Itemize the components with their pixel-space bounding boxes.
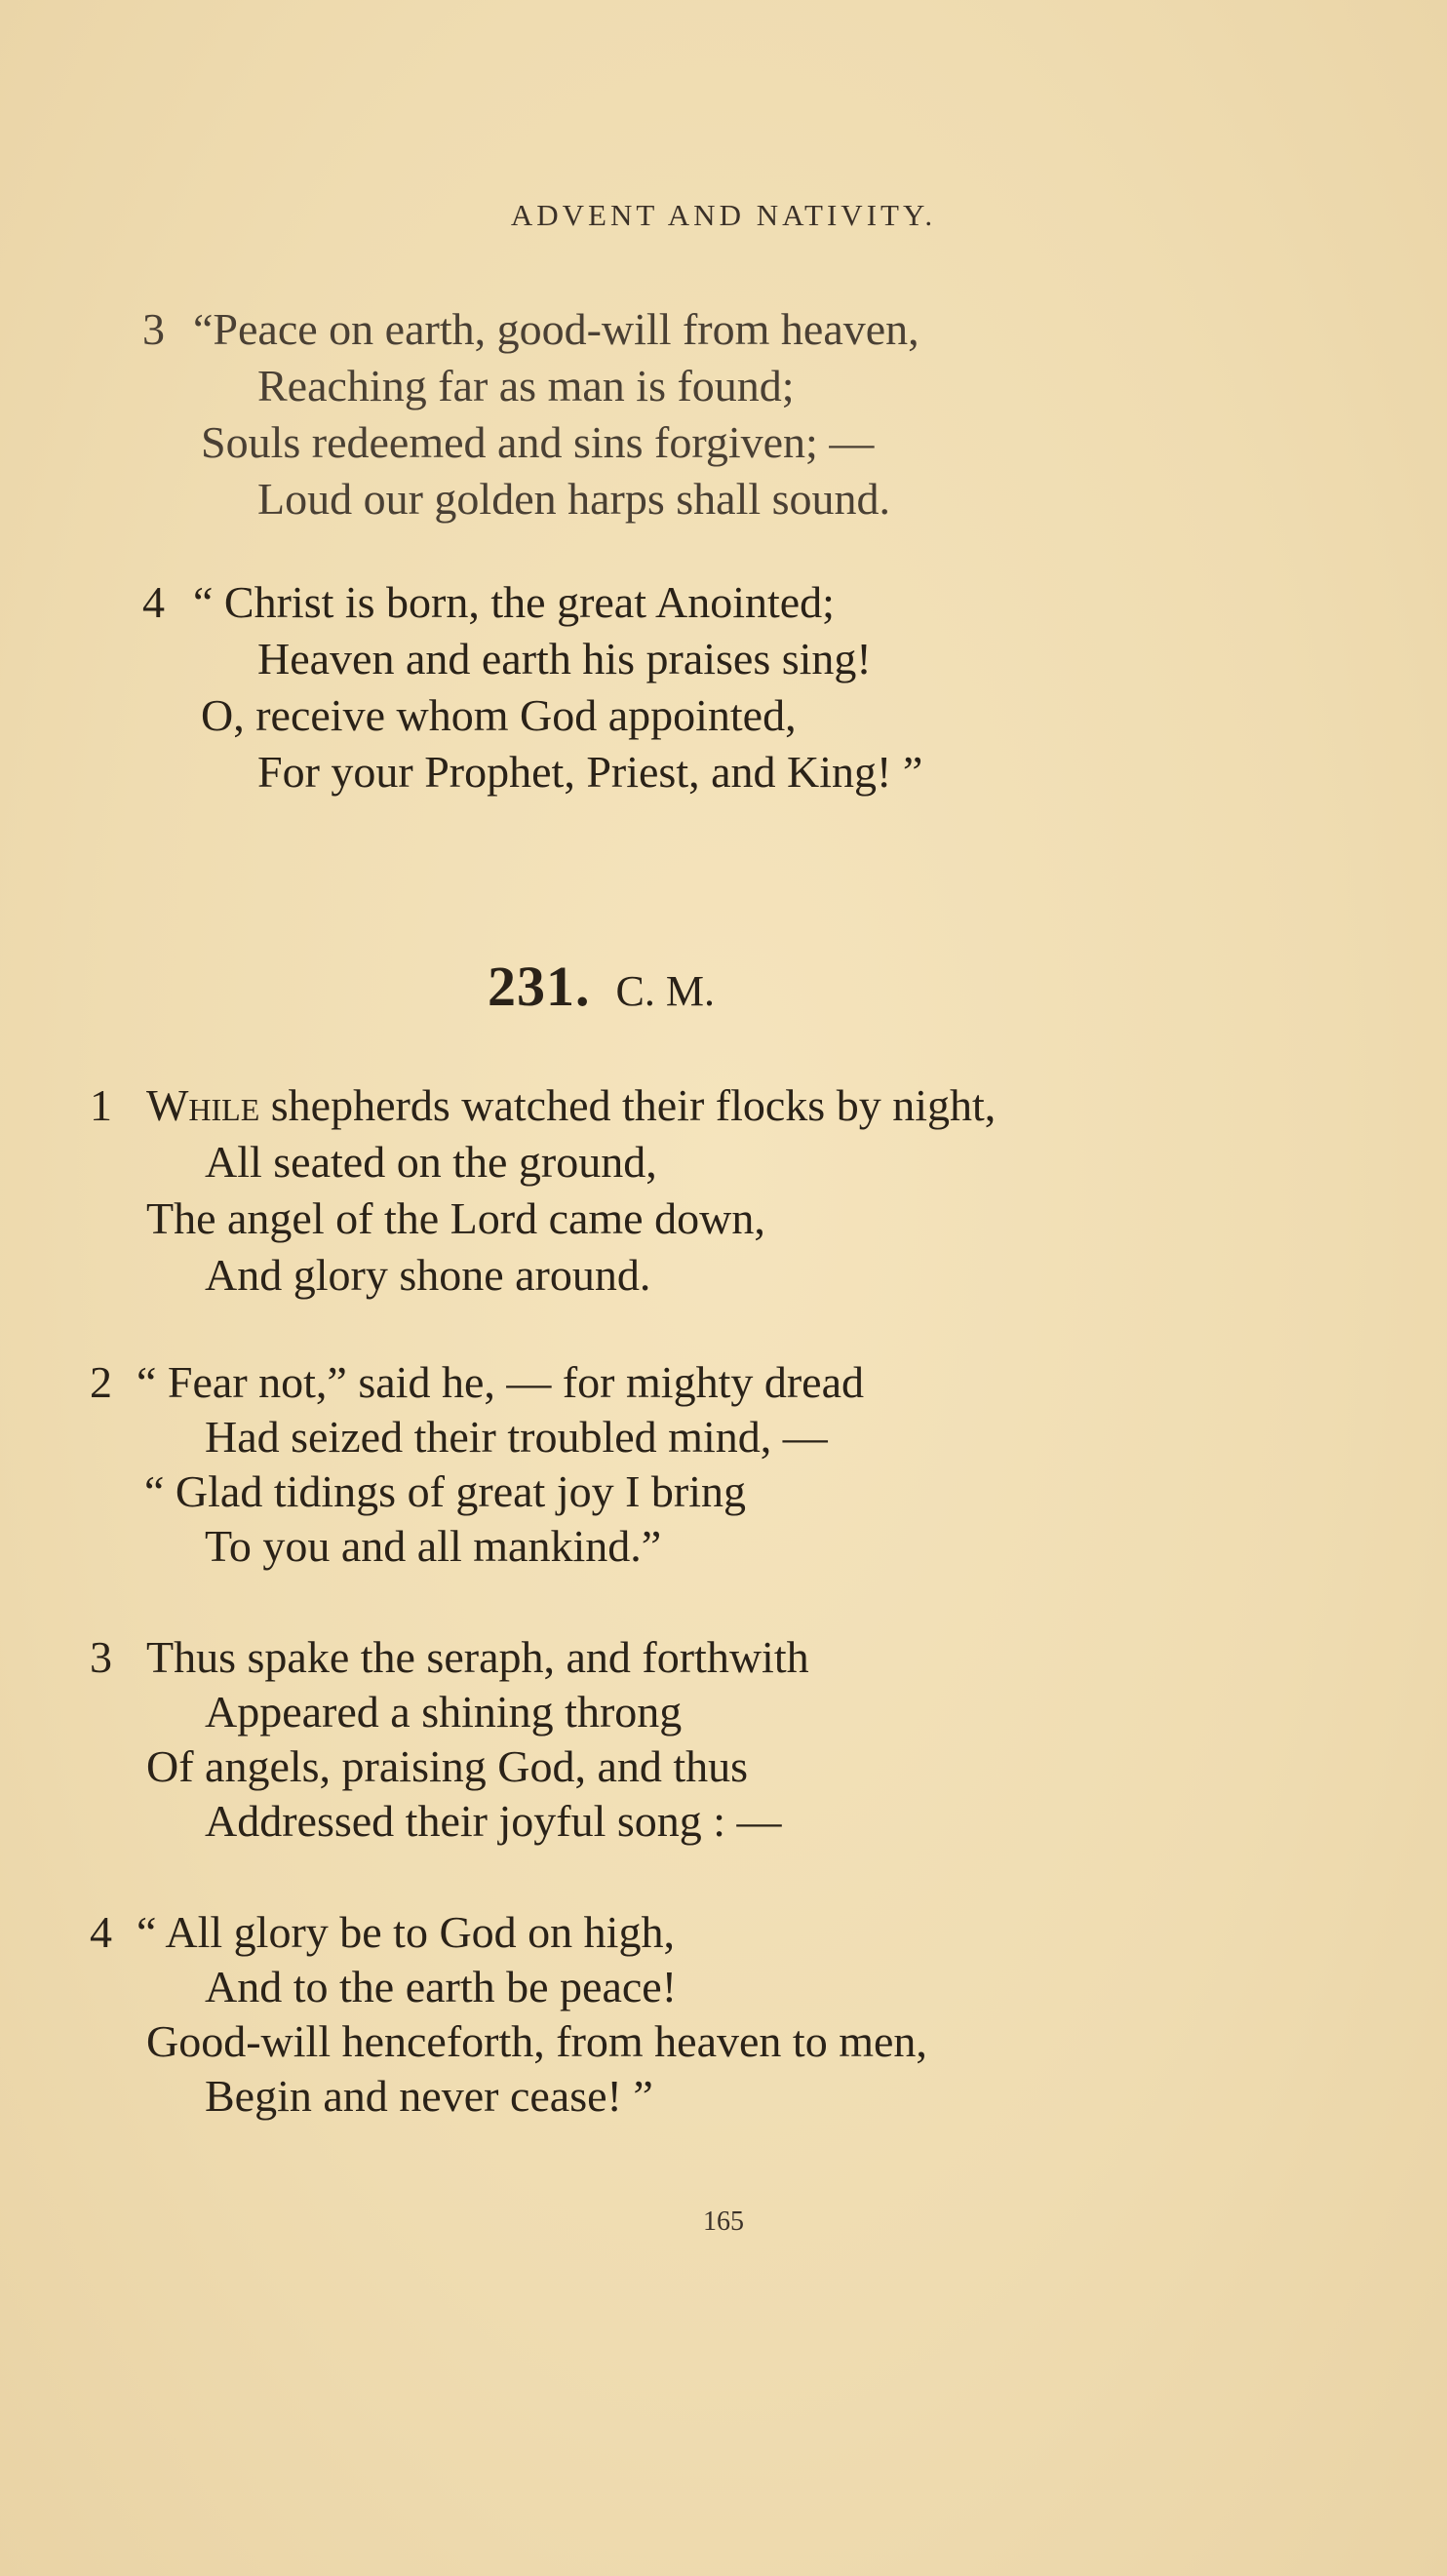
stanza-line: Reaching far as man is found; [257, 361, 795, 410]
stanza-line: O, receive whom God appointed, [201, 690, 797, 740]
stanza-number: 4 [142, 577, 165, 627]
stanza-number: 2 [90, 1357, 112, 1407]
stanza-line: The angel of the Lord came down, [146, 1193, 765, 1243]
hymn-meter: C. M. [615, 967, 715, 1015]
stanza-line: And to the earth be peace! [205, 1962, 678, 2011]
stanza-line: “ Christ is born, the great Anointed; [193, 577, 835, 627]
stanza-number: 4 [90, 1907, 112, 1957]
stanza-line: Appeared a shining throng [205, 1687, 683, 1737]
drop-word: While [146, 1080, 260, 1130]
stanza-line: “ All glory be to God on high, [137, 1907, 675, 1957]
stanza-line: For your Prophet, Priest, and King! ” [257, 747, 923, 797]
running-head: ADVENT AND NATIVITY. [510, 198, 937, 232]
stanza-line: “ Glad tidings of great joy I bring [144, 1466, 747, 1516]
stanza-line: Heaven and earth his praises sing! [257, 634, 872, 683]
page-number: 165 [703, 2206, 744, 2237]
stanza-line: “ Fear not,” said he, — for mighty dread [137, 1357, 864, 1407]
stanza-line: Had seized their troubled mind, — [205, 1412, 828, 1462]
stanza-number: 3 [90, 1632, 112, 1682]
stanza-line: “Peace on earth, good-will from heaven, [193, 304, 919, 354]
stanza-line: To you and all mankind.” [205, 1521, 662, 1571]
stanza-line: shepherds watched their flocks by night, [259, 1080, 997, 1130]
hymn-heading [488, 954, 715, 1019]
stanza-number: 1 [90, 1080, 112, 1130]
stanza-line: Loud our golden harps shall sound. [257, 474, 891, 524]
stanza-line: Of angels, praising God, and thus [146, 1741, 749, 1791]
stanza-line: And glory shone around. [205, 1250, 651, 1300]
stanza-line: Addressed their joyful song : — [205, 1796, 782, 1846]
stanza-line: Begin and never cease! ” [205, 2071, 653, 2121]
stanza-number: 3 [142, 304, 165, 354]
stanza-line: Thus spake the seraph, and forthwith [146, 1632, 809, 1682]
hymn-number: 231. [488, 955, 591, 1018]
stanza-line: Souls redeemed and sins forgiven; — [201, 417, 875, 467]
stanza-line: All seated on the ground, [205, 1137, 657, 1187]
stanza-line: Good-will henceforth, from heaven to men, [146, 2016, 927, 2066]
